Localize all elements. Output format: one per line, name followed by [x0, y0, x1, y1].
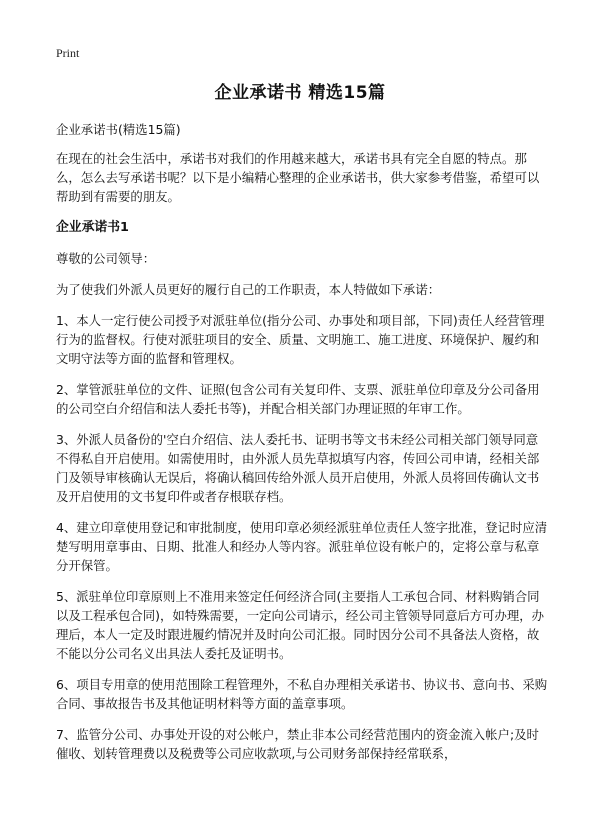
intro-paragraph: 在现在的社会生活中，承诺书对我们的作用越来越大，承诺书具有完全自愿的特点。那么，怎么去写承诺书呢？以下是小编精心整理的企业承诺书，供大家参考借鉴，希望可以帮助到有需要的朋友。	[56, 151, 540, 204]
commitment-item-3: 3、外派人员备份的'空白介绍信、法人委托书、证明书等文书未经公司相关部门领导同意不得私自开启使用。如需使用时，由外派人员先草拟填写内容，传回公司申请，经相关部门及领导审核确认无误后，将确认稿回传给外派人员开启使用，外派人员将回传确认文书及开启使用的文书复印件或者存根联存档。	[56, 432, 540, 504]
lead-paragraph: 为了使我们外派人员更好的履行自己的工作职责，本人特做如下承诺：	[56, 282, 441, 297]
page-title: 企业承诺书 精选15篇	[214, 83, 386, 103]
section-heading: 企业承诺书1	[56, 220, 129, 235]
commitment-item-2: 2、掌管派驻单位的文件、证照(包含公司有关复印件、支票、派驻单位印章及分公司备用的公司空白介绍信和法人委托书等)，并配合相关部门办理证照的年审工作。	[56, 382, 540, 416]
commitment-item-7: 7、监管分公司、办事处开设的对公帐户，禁止非本公司经营范围内的资金流入帐户;及时催收、划转管理费以及税费等公司应收款项,与公司财务部保持经常联系，	[56, 727, 539, 761]
print-link[interactable]: Print	[56, 46, 80, 60]
commitment-item-1: 1、本人一定行使公司授予对派驻单位(指分公司、办事处和项目部，下同)责任人经营管理行为的监督权。行使对派驻项目的安全、质量、文明施工、施工进度、环境保护、履约和文明守法等方面的监督和管理权。	[56, 313, 545, 366]
commitment-item-6: 6、项目专用章的使用范围除工程管理外，不私自办理相关承诺书、协议书、意向书、采购合同、事故报告书及其他证明材料等方面的盖章事项。	[56, 677, 548, 711]
commitment-item-5: 5、派驻单位印章原则上不准用来签定任何经济合同(主要指人工承包合同、材料购销合同以及工程承包合同)，如特殊需要，一定向公司请示，经公司主管领导同意后方可办理，办理后，本人一定及时跟进履约情况并及时向公司汇报。同时因分公司不具备法人资格，故不能以分公司名义出具法人委托及证明书。	[56, 589, 545, 661]
commitment-item-4: 4、建立印章使用登记和审批制度，使用印章必须经派驻单位责任人签字批准，登记时应清楚写明用章事由、日期、批准人和经办人等内容。派驻单位设有帐户的，定将公章与私章分开保管。	[56, 520, 548, 573]
document-body	[56, 120, 550, 775]
salutation: 尊敬的公司领导：	[56, 251, 156, 266]
document-subtitle: 企业承诺书(精选15篇)	[56, 122, 181, 137]
